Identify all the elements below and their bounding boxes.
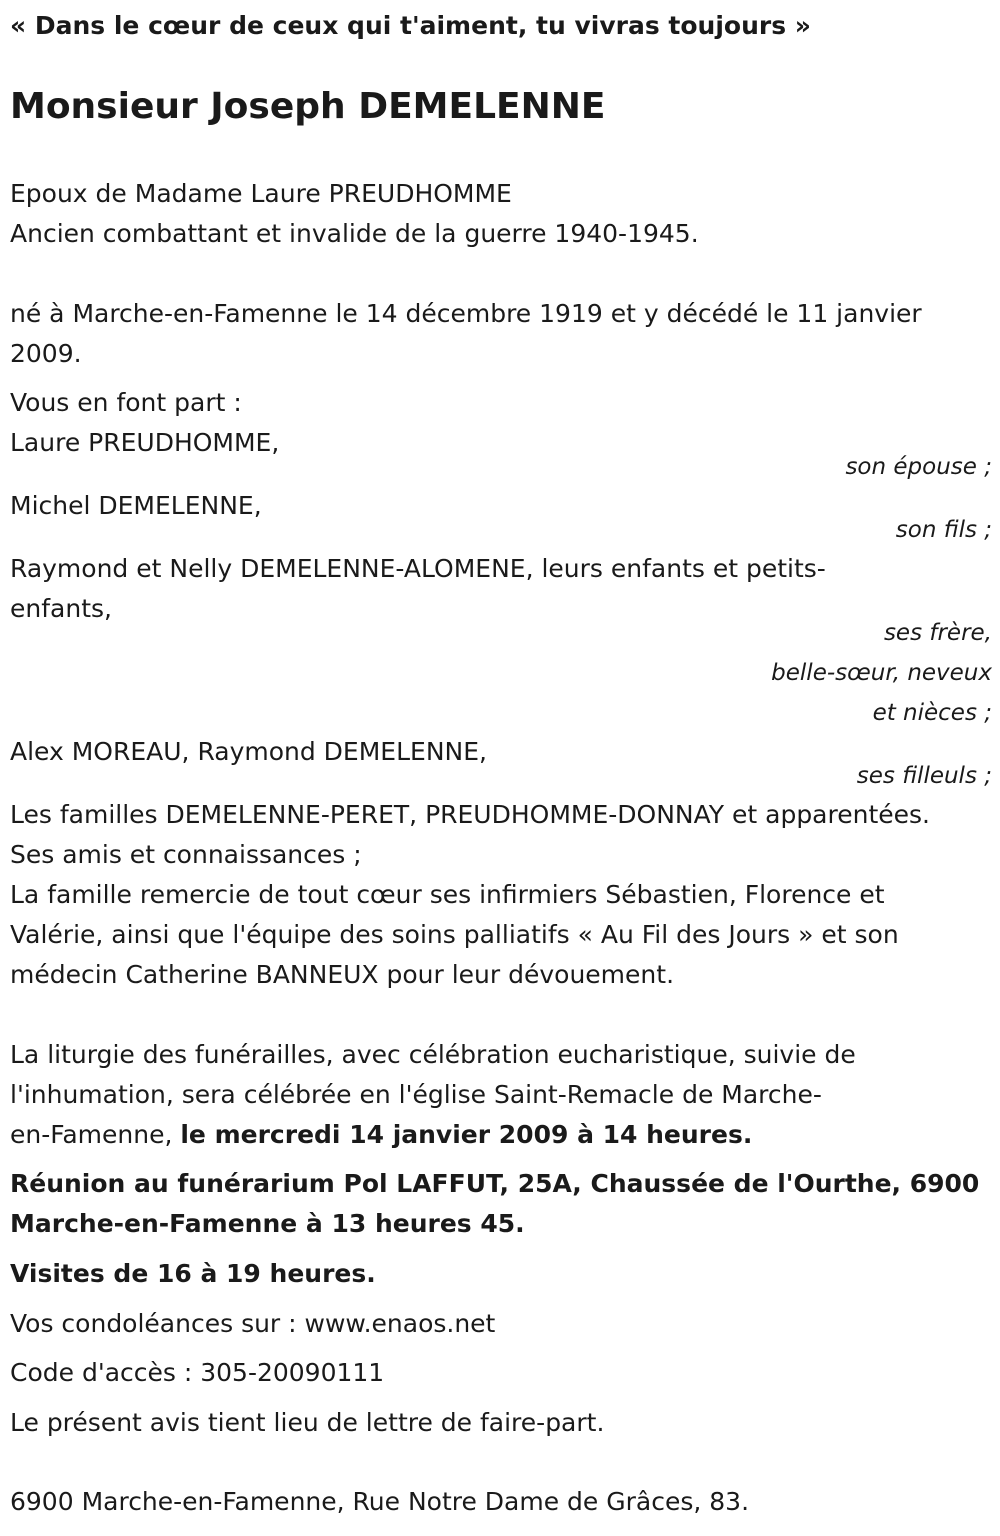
family-godsons-role: ses filleuls ; [856,763,992,789]
family-raymond-role-1: ses frère, [883,620,992,646]
liturgy-line-3 [10,1115,752,1155]
epigraph-quote: « Dans le cœur de ceux qui t'aiment, tu vivras toujours » [10,11,811,40]
family-raymond-line-1: Raymond et Nelly DEMELENNE-ALOMENE, leurs enfants et petits- [10,554,826,583]
family-laure: Laure PREUDHOMME, [10,428,280,457]
birth-death-line-2: 2009. [10,339,82,368]
thanks-line-2: Valérie, ainsi que l'équipe des soins palliatifs « Au Fil des Jours » et son [10,920,899,949]
notice-line: Le présent avis tient lieu de lettre de faire-part. [10,1408,605,1437]
family-raymond-line-2: enfants, [10,594,112,623]
family-godsons: Alex MOREAU, Raymond DEMELENNE, [10,737,487,766]
spouse-line: Epoux de Madame Laure PREUDHOMME [10,179,512,208]
thanks-line-3: médecin Catherine BANNEUX pour leur dévouement. [10,960,675,989]
veteran-line: Ancien combattant et invalide de la guerre 1940-1945. [10,219,699,248]
family-intro: Vous en font part : [10,388,242,417]
family-laure-role: son épouse ; [845,454,992,480]
condolences-line: Vos condoléances sur : www.enaos.net [10,1309,496,1338]
family-michel: Michel DEMELENNE, [10,491,262,520]
thanks-line-1: La famille remercie de tout cœur ses infirmiers Sébastien, Florence et [10,880,885,909]
liturgy-line-2: l'inhumation, sera célébrée en l'église Saint-Remacle de Marche- [10,1080,822,1109]
visits-line: Visites de 16 à 19 heures. [10,1259,376,1288]
access-code-line: Code d'accès : 305-20090111 [10,1358,385,1387]
family-friends: Ses amis et connaissances ; [10,840,362,869]
meeting-line-2: Marche-en-Famenne à 13 heures 45. [10,1209,525,1238]
liturgy-line-1: La liturgie des funérailles, avec célébration eucharistique, suivie de [10,1040,856,1069]
deceased-name: Monsieur Joseph DEMELENNE [10,86,606,127]
family-raymond-role-2: belle-sœur, neveux [771,660,992,686]
birth-death-line-1: né à Marche-en-Famenne le 14 décembre 1919 et y décédé le 11 janvier [10,299,922,328]
meeting-line-1: Réunion au funérarium Pol LAFFUT, 25A, Chaussée de l'Ourthe, 6900 [10,1169,980,1198]
liturgy-place: en-Famenne, [10,1120,181,1149]
family-relatives: Les familles DEMELENNE-PERET, PREUDHOMME-DONNAY et apparentées. [10,800,930,829]
liturgy-date: le mercredi 14 janvier 2009 à 14 heures. [180,1120,753,1149]
family-michel-role: son fils ; [895,517,992,543]
family-raymond-role-3: et nièces ; [872,700,992,726]
address-line: 6900 Marche-en-Famenne, Rue Notre Dame de Grâces, 83. [10,1487,750,1516]
